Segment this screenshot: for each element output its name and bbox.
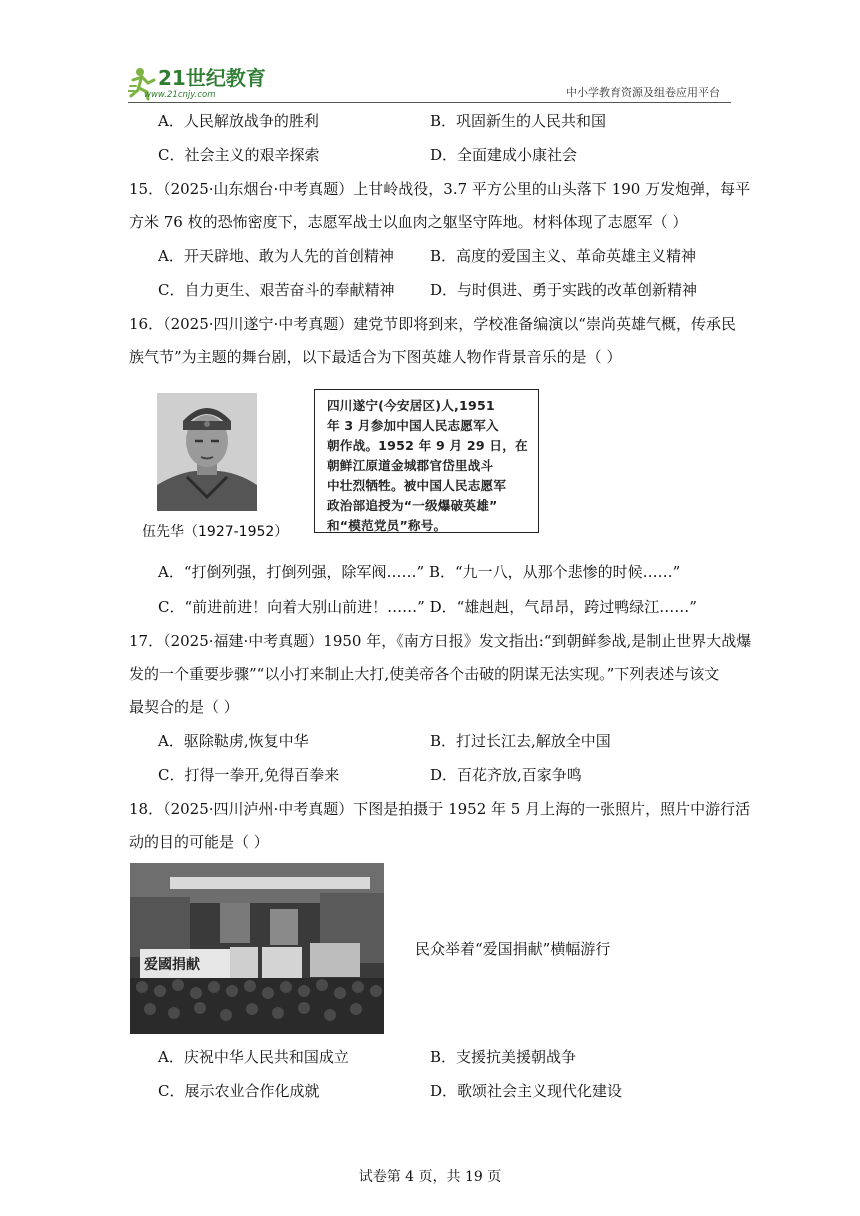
q15-option-d: D．与时俱进、勇于实践的改革创新精神: [430, 281, 698, 299]
q17-option-c: C．打得一拳开,免得百拳来: [158, 766, 340, 784]
q17-option-b: B．打过长江去,解放全中国: [430, 732, 611, 750]
bio-line: 政治部追授为“一级爆破英雄”: [327, 498, 498, 513]
q17-option-a: A．驱除鞑虏,恢复中华: [158, 732, 309, 750]
q14-option-c: C．社会主义的艰辛探索: [158, 146, 320, 164]
q18-stem-line1: 18．（2025·四川泸州·中考真题）下图是拍摄于 1952 年 5 月上海的一张照片，照片中游行活: [129, 800, 751, 818]
q18-option-a: A．庆祝中华人民共和国成立: [158, 1048, 349, 1066]
hero-caption: 伍先华（1927-1952）: [142, 524, 289, 540]
q16-stem-line1: 16．（2025·四川遂宁·中考真题）建党节即将到来，学校准备编演以“崇尚英雄气概，传承民: [129, 315, 736, 333]
q15-option-b: B．高度的爱国主义、革命英雄主义精神: [430, 247, 697, 265]
q18-option-b: B．支援抗美援朝战争: [430, 1048, 577, 1066]
q15-option-c: C．自力更生、艰苦奋斗的奉献精神: [158, 281, 395, 299]
bio-line: 中壮烈牺牲。被中国人民志愿军: [327, 478, 507, 493]
q16-options-cd: C．“前进前进！向着大别山前进！……” D．“雄赳赳，气昂昂，跨过鸭绿江……”: [158, 598, 697, 616]
q18-stem-line2: 动的目的可能是（ ）: [129, 833, 269, 851]
q14-option-d: D．全面建成小康社会: [430, 146, 578, 164]
q15-option-a: A．开天辟地、敢为人先的首创精神: [158, 247, 394, 265]
q14-option-b: B．巩固新生的人民共和国: [430, 112, 607, 130]
hero-portrait-image: [157, 393, 257, 511]
logo-main-text: 21世纪教育: [158, 66, 266, 90]
q17-stem-line3: 最契合的是（ ）: [129, 698, 239, 716]
hero-bio-box: [314, 389, 539, 533]
q18-option-c: C．展示农业合作化成就: [158, 1082, 320, 1100]
q16-options-ab: A．“打倒列强，打倒列强，除军阀……” B．“九一八，从那个悲惨的时候……”: [158, 563, 681, 581]
bio-line: 朝作战。1952 年 9 月 29 日，在: [327, 438, 528, 453]
q15-stem-line2: 方米 76 枚的恐怖密度下，志愿军战士以血肉之躯坚守阵地。材料体现了志愿军（ ）: [129, 213, 688, 231]
header-divider: [128, 102, 731, 103]
site-logo: [128, 66, 278, 102]
parade-photo-image: [130, 863, 384, 1034]
q17-stem-line2: 发的一个重要步骤”“以小打来制止大打,使美帝各个击破的阴谋无法实现。”下列表述与该文: [129, 665, 720, 683]
q17-option-d: D．百花齐放,百家争鸣: [430, 766, 582, 784]
header-tagline: 中小学教育资源及组卷应用平台: [566, 86, 720, 99]
q16-stem-line2: 族气节”为主题的舞台剧，以下最适合为下图英雄人物作背景音乐的是（ ）: [129, 348, 622, 366]
q14-option-a: A．人民解放战争的胜利: [158, 112, 319, 130]
bio-line: 年 3 月参加中国人民志愿军入: [327, 418, 499, 433]
q15-stem-line1: 15．（2025·山东烟台·中考真题）上甘岭战役，3.7 平方公里的山头落下 190 万发炮弹，每平: [129, 180, 751, 198]
photo-caption: 民众举着“爱国捐献”横幅游行: [415, 940, 611, 958]
logo-url-text: www.21cnjy.com: [144, 90, 216, 100]
q18-option-d: D．歌颂社会主义现代化建设: [430, 1082, 623, 1100]
page-footer: 试卷第 4 页，共 19 页: [358, 1169, 502, 1185]
q17-stem-line1: 17．（2025·福建·中考真题）1950 年，《南方日报》发文指出:“到朝鲜参战,是制止世界大战爆: [129, 632, 752, 650]
photo-banner-text: 爱國捐献: [144, 957, 200, 973]
bio-line: 和“模范党员”称号。: [327, 518, 447, 533]
bio-line: 朝鲜江原道金城郡官岱里战斗: [327, 458, 494, 473]
bio-line: 四川遂宁(今安居区)人,1951: [327, 398, 495, 413]
